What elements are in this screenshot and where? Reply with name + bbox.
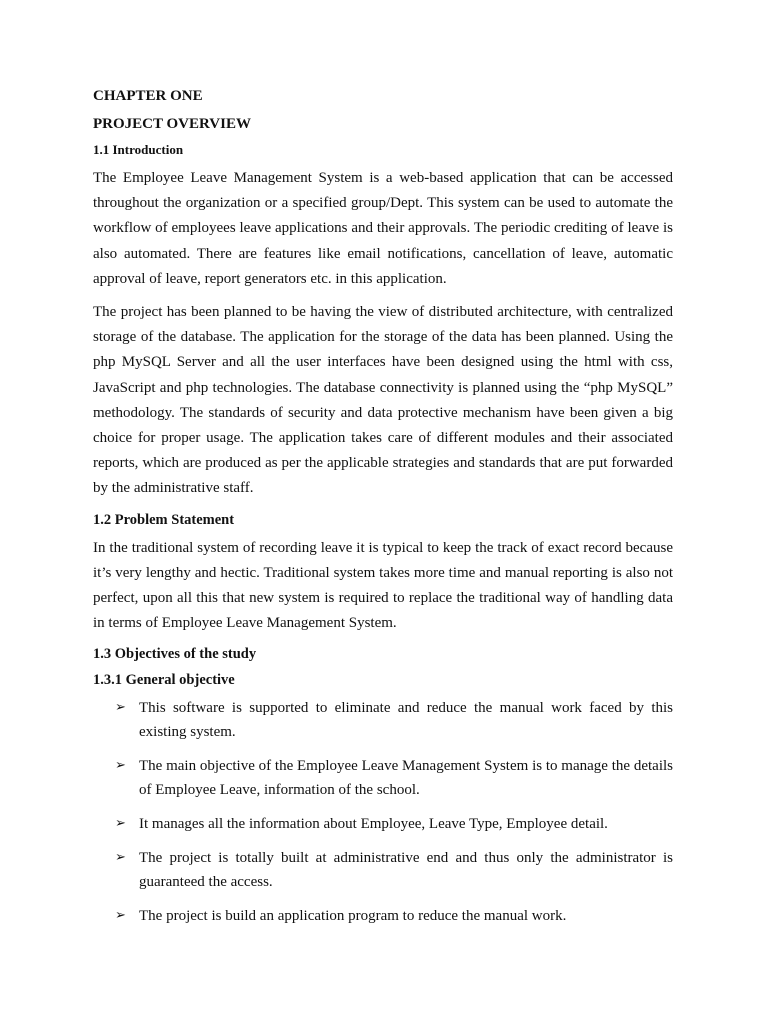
list-item <box>115 754 673 802</box>
list-item-text: The project is build an application program to reduce the manual work. <box>139 908 567 925</box>
list-item <box>115 812 673 836</box>
objective-list <box>115 696 673 928</box>
intro-paragraph-1: The Employee Leave Management System is a web-based application that can be accessed throughout the organization or a specified group/Dept. This system can be used to automate the workflow of employees leave applications and their approvals. The periodic crediting of leave is also automated. There are features like email notifications, cancellation of leave, automatic approval of leave, report generators etc. in this application. <box>93 170 673 287</box>
document-page <box>93 84 673 938</box>
overview-title: PROJECT OVERVIEW <box>93 116 251 132</box>
general-objective-heading: 1.3.1 General objective <box>93 672 235 689</box>
list-item-text: The main objective of the Employee Leave Management System is to manage the details of Employee Leave, information of the school. <box>139 758 673 799</box>
list-item <box>115 846 673 894</box>
problem-heading: 1.2 Problem Statement <box>93 511 235 528</box>
chapter-title: CHAPTER ONE <box>93 88 203 104</box>
arrow-bullet-icon: ➢ <box>115 700 126 716</box>
list-item-text: It manages all the information about Employee, Leave Type, Employee detail. <box>139 816 608 833</box>
list-item-text: This software is supported to eliminate and reduce the manual work faced by this existing system. <box>139 700 673 741</box>
intro-heading: 1.1 Introduction <box>93 142 184 157</box>
list-item <box>115 904 673 928</box>
problem-paragraph: In the traditional system of recording leave it is typical to keep the track of exact record because it’s very lengthy and hectic. Traditional system takes more time and manual reporting is also not perfect, upon all this that new system is required to replace the traditional way of handling data in terms of Employee Leave Management System. <box>93 539 673 632</box>
list-item-text: The project is totally built at administrative end and thus only the administrator is guaranteed the access. <box>139 850 673 891</box>
arrow-bullet-icon: ➢ <box>115 908 126 924</box>
arrow-bullet-icon: ➢ <box>115 816 126 832</box>
arrow-bullet-icon: ➢ <box>115 758 126 774</box>
intro-paragraph-2: The project has been planned to be having the view of distributed architecture, with centralized storage of the database. The application for the storage of the data has been planned. Using the php MySQL Server and all the user interfaces have been designed using the html with css, JavaScript and php technologies. The database connectivity is planned using the “php MySQL” methodology. The standards of security and data protective mechanism have been given a big choice for proper usage. The application takes care of different modules and their associated reports, which are produced as per the applicable strategies and standards that are put forwarded by the administrative staff. <box>93 304 673 497</box>
list-item <box>115 696 673 744</box>
objectives-heading: 1.3 Objectives of the study <box>93 646 257 663</box>
arrow-bullet-icon: ➢ <box>115 850 126 866</box>
